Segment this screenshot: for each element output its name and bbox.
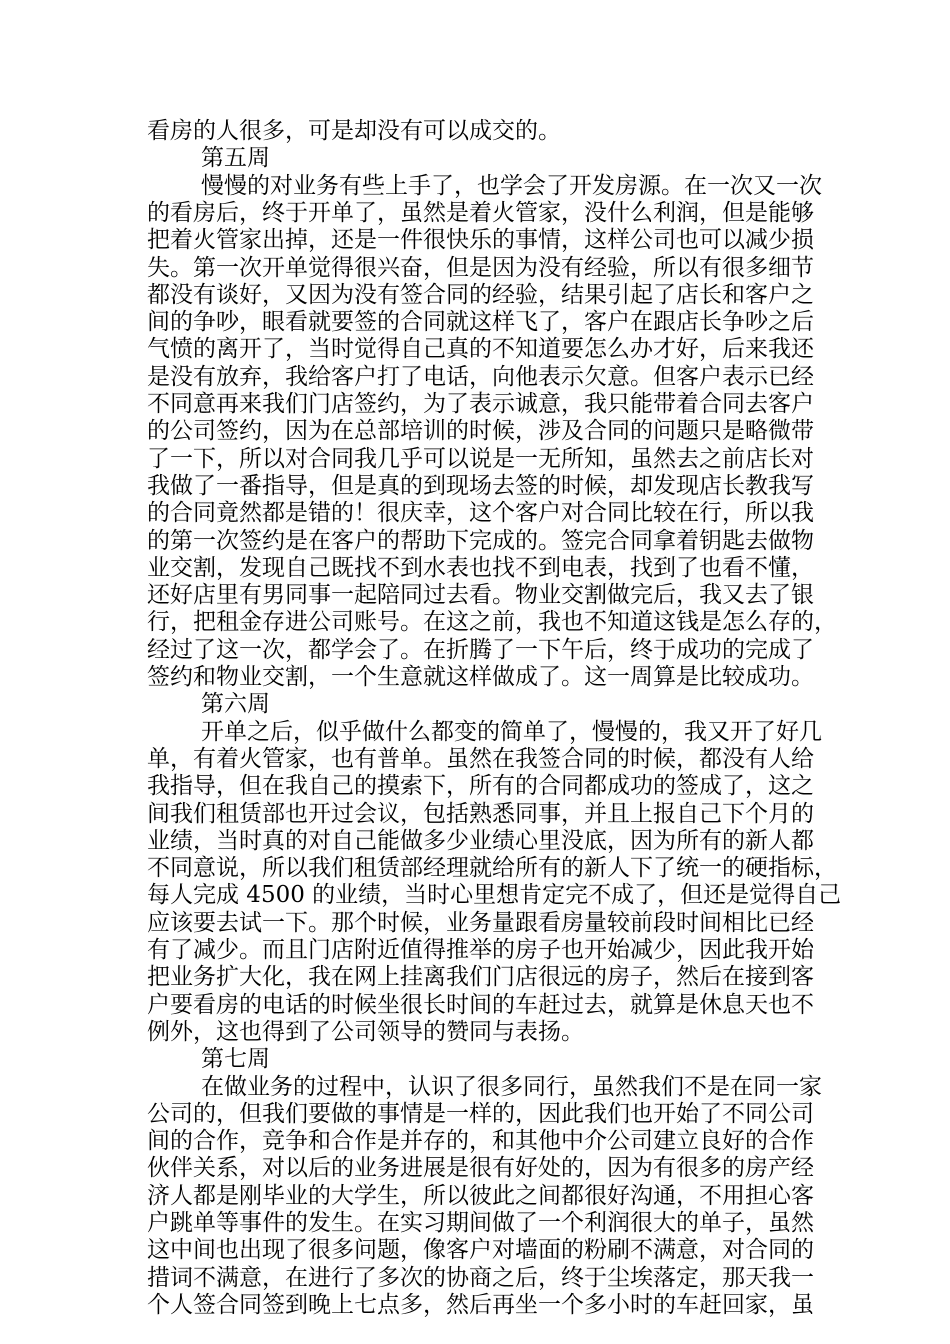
paragraph-line: 行，把租金存进公司账号。在这之前，我也不知道这钱是怎么存的， <box>147 609 837 636</box>
paragraph-line: 的合同竟然都是错的！很庆幸，这个客户对合同比较在行，所以我 <box>147 500 814 527</box>
section-heading: 第七周 <box>201 1046 270 1073</box>
paragraph-line: 了一下，所以对合同我几乎可以说是一无所知，虽然去之前店长对 <box>147 445 814 472</box>
section-heading: 第六周 <box>201 691 270 718</box>
paragraph-line: 间的争吵，眼看就要签的合同就这样飞了，客户在跟店长争吵之后 <box>147 309 814 336</box>
paragraph-line: 伙伴关系，对以后的业务进展是很有好处的，因为有很多的房产经 <box>147 1155 814 1182</box>
paragraph-line: 措词不满意，在进行了多次的协商之后，终于尘埃落定，那天我一 <box>147 1264 814 1291</box>
paragraph-line: 把着火管家出掉，还是一件很快乐的事情，这样公司也可以减少损 <box>147 227 814 254</box>
paragraph-line: 业绩，当时真的对自己能做多少业绩心里没底，因为所有的新人都 <box>147 827 814 854</box>
paragraph-line: 是没有放弃，我给客户打了电话，向他表示欠意。但客户表示已经 <box>147 363 814 390</box>
paragraph-line: 济人都是刚毕业的大学生，所以彼此之间都很好沟通，不用担心客 <box>147 1182 814 1209</box>
paragraph-line: 不同意再来我们门店签约，为了表示诚意，我只能带着合同去客户 <box>147 391 814 417</box>
paragraph-line: 还好店里有男同事一起陪同过去看。物业交割做完后，我又去了银 <box>147 582 814 609</box>
paragraph-line: 在做业务的过程中，认识了很多同行，虽然我们不是在同一家 <box>201 1073 822 1100</box>
paragraph-line: 有了减少。而且门店附近值得推举的房子也开始减少，因此我开始 <box>147 937 814 963</box>
paragraph-line: 户要看房的电话的时候坐很长时间的车赶过去，就算是休息天也不 <box>147 991 814 1018</box>
paragraph-line: 开单之后，似乎做什么都变的简单了，慢慢的，我又开了好几 <box>201 718 822 745</box>
paragraph-line: 签约和物业交割，一个生意就这样做成了。这一周算是比较成功。 <box>147 664 814 690</box>
paragraph-line: 我做了一番指导，但是真的到现场去签的时候，却发现店长教我写 <box>147 472 814 499</box>
paragraph-line: 应该要去试一下。那个时候，业务量跟看房量较前段时间相比已经 <box>147 909 814 936</box>
paragraph-line: 气愤的离开了，当时觉得自己真的不知道要怎么办才好，后来我还 <box>147 336 814 363</box>
paragraph-line: 个人签合同签到晚上七点多，然后再坐一个多小时的车赶回家，虽 <box>147 1291 814 1318</box>
paragraph-line: 单，有着火管家，也有普单。虽然在我签合同的时候，都没有人给 <box>147 745 814 772</box>
paragraph-line: 失。第一次开单觉得很兴奋，但是因为没有经验，所以有很多细节 <box>147 254 814 281</box>
paragraph-line: 间的合作，竞争和合作是并存的，和其他中介公司建立良好的合作 <box>147 1128 814 1155</box>
paragraph-line: 业交割，发现自己既找不到水表也找不到电表，找到了也看不懂， <box>147 554 814 581</box>
paragraph-line: 都没有谈好，又因为没有签合同的经验，结果引起了店长和客户之 <box>147 281 814 308</box>
section-heading: 第五周 <box>201 145 270 172</box>
paragraph-line: 的第一次签约是在客户的帮助下完成的。签完合同拿着钥匙去做物 <box>147 527 814 554</box>
paragraph-line: 户跳单等事件的发生。在实习期间做了一个利润很大的单子，虽然 <box>147 1210 814 1236</box>
paragraph-line: 公司的，但我们要做的事情是一样的，因此我们也开始了不同公司 <box>147 1100 814 1127</box>
paragraph-line: 慢慢的对业务有些上手了，也学会了开发房源。在一次又一次 <box>201 172 822 199</box>
paragraph-line: 例外，这也得到了公司领导的赞同与表扬。 <box>147 1018 584 1045</box>
paragraph-line: 每人完成 4500 的业绩，当时心里想肯定完不成了，但还是觉得自己 <box>147 882 842 909</box>
paragraph-line: 间我们租赁部也开过会议，包括熟悉同事，并且上报自己下个月的 <box>147 800 814 827</box>
paragraph-line: 把业务扩大化，我在网上挂离我们门店很远的房子，然后在接到客 <box>147 964 814 991</box>
paragraph-line: 不同意说，所以我们租赁部经理就给所有的新人下了统一的硬指标， <box>147 855 837 882</box>
paragraph-line: 看房的人很多，可是却没有可以成交的。 <box>147 118 561 144</box>
paragraph-line: 这中间也出现了很多问题，像客户对墙面的粉刷不满意，对合同的 <box>147 1237 814 1264</box>
paragraph-line: 经过了这一次，都学会了。在折腾了一下午后，终于成功的完成了 <box>147 636 814 663</box>
paragraph-line: 我指导，但在我自己的摸索下，所有的合同都成功的签成了，这之 <box>147 773 814 800</box>
paragraph-line: 的看房后，终于开单了，虽然是着火管家，没什么利润，但是能够 <box>147 199 814 226</box>
paragraph-line: 的公司签约，因为在总部培训的时候，涉及合同的问题只是略微带 <box>147 418 814 445</box>
